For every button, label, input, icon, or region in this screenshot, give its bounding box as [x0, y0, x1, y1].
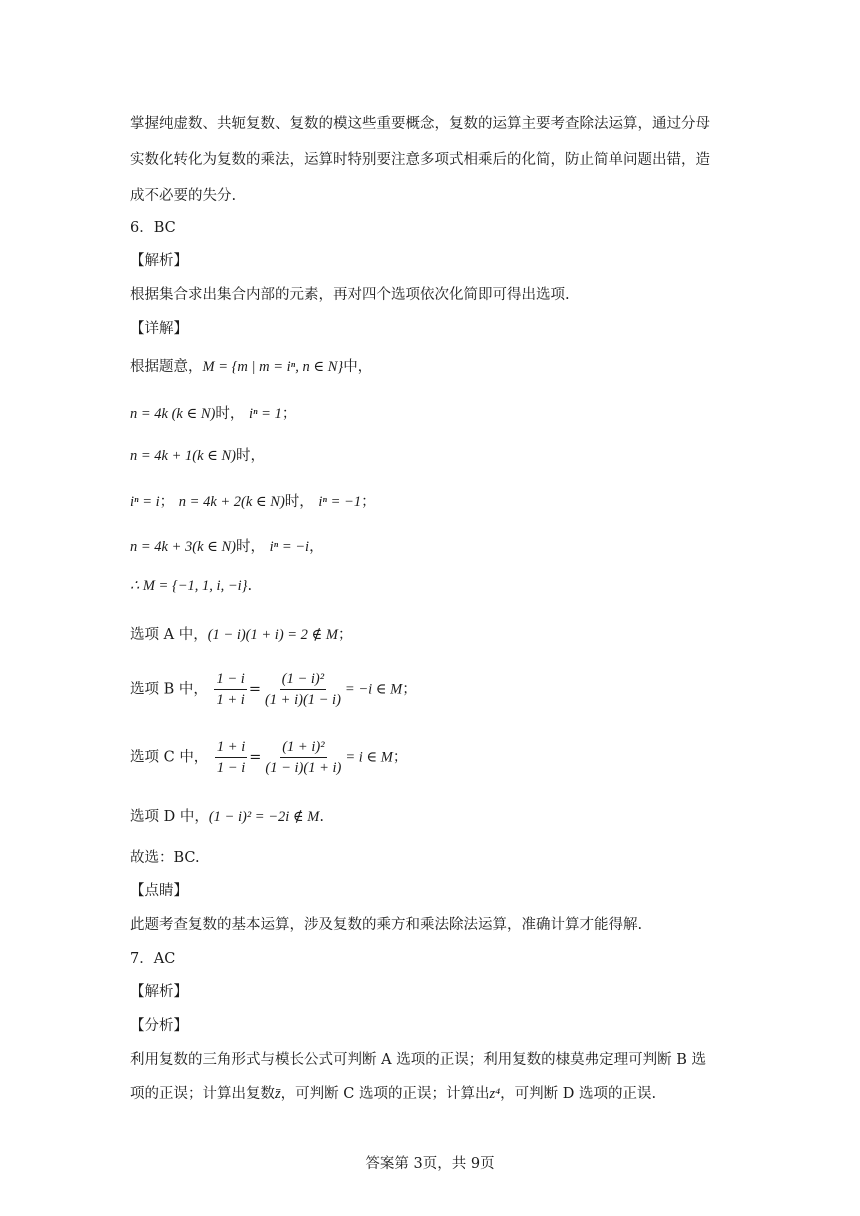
fraction-denominator: 1 − i [216, 760, 246, 776]
q6-case4-mid: 时， [236, 539, 266, 555]
q6-case4-result: iⁿ = −i [269, 539, 310, 555]
q6-case1-end: ； [281, 406, 297, 422]
q6-option-b-end: ； [402, 681, 417, 698]
q6-option-d-formula: (1 − i)² = −2i ∉ M [208, 809, 320, 825]
q6-case2-end: 时， [236, 448, 266, 464]
q6-jiexi-text: 根据集合求出集合内部的元素，再对四个选项依次化简即可得出选项. [130, 287, 570, 303]
q6-option-b-fraction-1 [214, 670, 246, 709]
page-footer: 答案第 3页，共 9页 [365, 1156, 495, 1172]
q6-dianjing-text: 此题考查复数的基本运算，涉及复数的乘方和乘法除法运算，准确计算才能得解. [130, 917, 643, 933]
q7-fenxi-tag: 【分析】 [130, 1018, 188, 1034]
intro-line-1: 掌握纯虚数、共轭复数、复数的模这些重要概念，复数的运算主要考查除法运算，通过分母 [130, 116, 710, 132]
q7-conjugate-z: z̄ [275, 1086, 281, 1102]
q6-option-d [130, 805, 324, 826]
q6-option-b-fraction-2 [263, 670, 343, 709]
q6-case3-result: iⁿ = −1 [318, 494, 362, 510]
fraction-numerator: 1 − i [214, 670, 246, 690]
q6-option-c: 选项 C 中， $\frac{1 + i}{1 - i}$ = $\frac{\text{(1 + i)²}}{(1 - i)(1 + i)}$ = i ∈ M； [130, 739, 408, 776]
q6-option-b: 选项 B 中， $\frac{1 - i}{1 + i}$ = $\frac{\text{(1 − i)²}}{(1 + i)(1 - i)}$ = −i ∈ M； [130, 671, 417, 708]
fraction-denominator: 1 + i [216, 692, 245, 708]
q6-option-a-formula: (1 − i)(1 + i) = 2 ∉ M [207, 627, 338, 643]
q6-case3-mid: 时， [284, 494, 314, 510]
q6-option-b-tail: = −i ∈ M [344, 681, 403, 698]
q6-jiexi-tag: 【解析】 [130, 253, 188, 269]
fraction-numerator: (1 + i)² [280, 738, 326, 758]
q6-case1-formula: n = 4k (k ∈ N) [130, 406, 216, 422]
q6-option-a-label: 选项 A 中， [130, 627, 208, 643]
fraction-denominator: (1 + i)(1 − i) [264, 692, 341, 708]
intro-line-3: 成不必要的失分. [130, 188, 237, 204]
q6-set-definition [130, 355, 372, 376]
q6-option-b-label: 选项 B 中， [130, 681, 208, 698]
q6-option-a-end: ； [338, 627, 353, 643]
q6-case-1 [130, 402, 296, 423]
q6-option-c-end: ； [392, 749, 408, 766]
q6-option-c-fraction-1 [215, 738, 247, 777]
q6-dianjing-tag: 【点睛】 [130, 883, 188, 899]
q6-answer: 6．BC [130, 220, 176, 236]
q6-xiangjie-tag: 【详解】 [130, 321, 188, 337]
q7-fenxi-text-b: ，可判断 C 选项的正误；计算出 [280, 1086, 490, 1102]
q6-intro-suffix: 中， [343, 359, 373, 375]
q6-option-a [130, 623, 353, 644]
q6-case2-result: iⁿ = i [130, 494, 160, 510]
q6-case-2-3 [130, 490, 376, 511]
q6-case4-formula: n = 4k + 3(k ∈ N) [130, 539, 237, 555]
q7-jiexi-tag: 【解析】 [130, 984, 188, 1000]
q7-z-power-4: z⁴ [489, 1086, 501, 1102]
q7-fenxi-text-c: ，可判断 D 选项的正误. [500, 1086, 657, 1102]
q6-option-c-fraction-2 [263, 738, 343, 777]
q6-case-2 [130, 444, 265, 465]
q6-case2-formula: n = 4k + 1(k ∈ N) [130, 448, 237, 464]
q6-case-4 [130, 535, 324, 556]
q6-option-c-tail: = i ∈ M [345, 749, 393, 766]
q6-option-d-end: . [319, 809, 324, 825]
q6-case1-mid: 时， [215, 406, 245, 422]
q7-fenxi-line-1: 利用复数的三角形式与模长公式可判断 A 选项的正误；利用复数的棣莫弗定理可判断 B 选 [130, 1052, 707, 1068]
q6-case3-end: ； [361, 494, 376, 510]
intro-line-2: 实数化转化为复数的乘法，运算时特别要注意多项式相乘后的化简，防止简单问题出错，造 [130, 152, 710, 168]
q6-intro-prefix: 根据题意， [130, 359, 203, 375]
q6-case3-formula: n = 4k + 2(k ∈ N) [178, 494, 285, 510]
q6-case1-result: iⁿ = 1 [248, 406, 282, 422]
q6-case4-end: ， [309, 539, 324, 555]
fraction-numerator: 1 + i [215, 738, 247, 758]
q6-set-result-end: . [247, 578, 253, 594]
fraction-numerator: (1 − i)² [280, 670, 326, 690]
q6-option-c-label: 选项 C 中， [130, 749, 209, 766]
fraction-denominator: (1 − i)(1 + i) [265, 760, 342, 776]
q6-set-formula: M = {m | m = iⁿ, n ∈ N} [202, 359, 344, 375]
q7-answer: 7．AC [130, 951, 176, 967]
q7-fenxi-line-2 [130, 1082, 656, 1103]
q6-option-d-label: 选项 D 中， [130, 809, 209, 825]
q6-case2-sep: ； [159, 494, 175, 510]
q6-set-result [130, 578, 252, 595]
q7-fenxi-text-a: 项的正误；计算出复数 [130, 1086, 275, 1102]
q6-set-result-formula: ∴ M = {−1, 1, i, −i} [130, 578, 248, 594]
q6-conclusion: 故选：BC. [130, 850, 200, 866]
